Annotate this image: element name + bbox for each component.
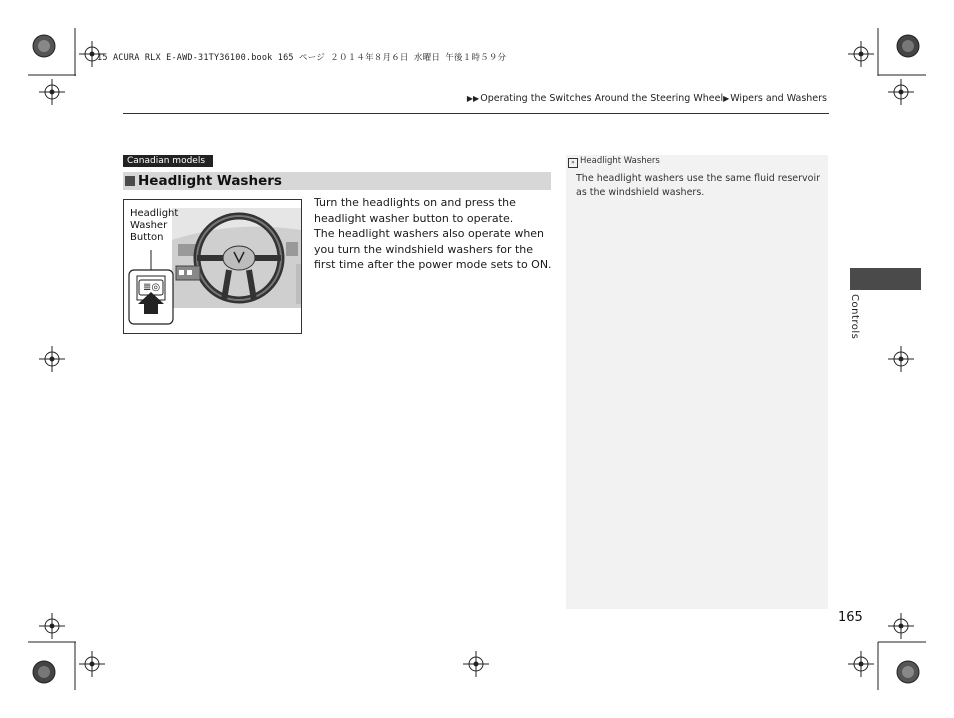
breadcrumb-parent[interactable]: Operating the Switches Around the Steering Wheel (480, 93, 724, 104)
chapter-label: Controls (849, 294, 860, 340)
page-number: 165 (838, 610, 863, 625)
figure-callout-label (130, 208, 178, 244)
body-text (314, 195, 554, 273)
print-header: 15 ACURA RLX E-AWD-31TY36100.book 165 ページ ２０１４年８月６日 水曜日 午後１時５９分 (97, 53, 507, 63)
note-heading-text[interactable]: Headlight Washers (580, 156, 660, 166)
section-heading (123, 172, 551, 190)
callout-line-1: Headlight (130, 208, 179, 219)
section-title: Headlight Washers (138, 173, 282, 189)
double-triangle-icon: ▶▶ (466, 94, 480, 103)
sidebar-note (566, 155, 828, 609)
note-heading (568, 156, 660, 168)
triangle-icon: ▶ (723, 94, 730, 103)
callout-line-3: Button (130, 232, 164, 243)
dashboard-illustration (123, 199, 302, 334)
callout-line-2: Washer (130, 220, 168, 231)
body-paragraph-2: The headlight washers also operate when you turn the windshield washers for the first time after the power mode sets to ON. (314, 227, 552, 271)
region-tag: Canadian models (123, 155, 213, 167)
body-paragraph-1: Turn the headlights on and press the headlight washer button to operate. (314, 196, 516, 225)
breadcrumb (467, 93, 827, 104)
cross-reference-icon: » (568, 158, 578, 168)
headlight-washer-icon: ≣◎ (143, 282, 161, 293)
breadcrumb-current[interactable]: Wipers and Washers (730, 93, 827, 104)
note-text: The headlight washers use the same fluid reservoir as the windshield washers. (576, 173, 821, 198)
section-square-icon (125, 176, 135, 186)
header-rule (123, 113, 829, 114)
chapter-tab[interactable] (850, 268, 921, 290)
